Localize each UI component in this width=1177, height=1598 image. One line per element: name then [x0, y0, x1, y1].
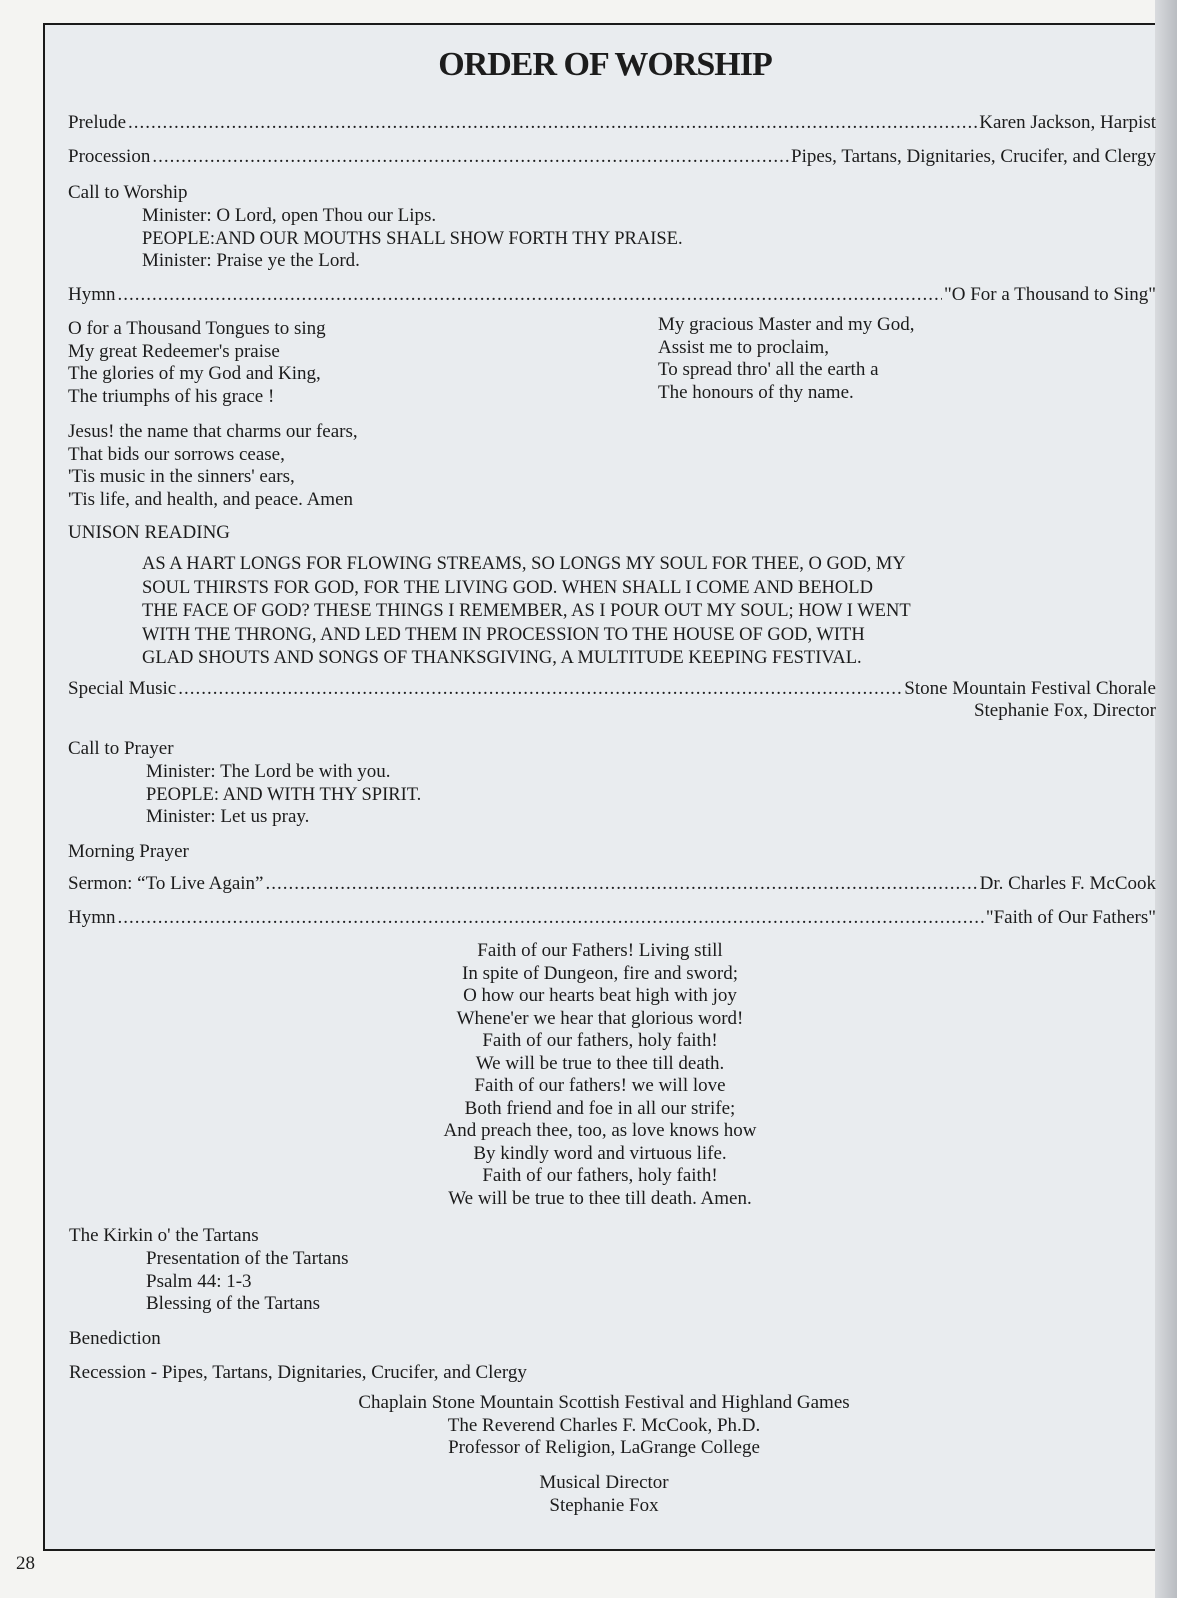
lyric-line: We will be true to thee till death.	[475, 1052, 725, 1074]
reading-line: SOUL THIRSTS FOR GOD, FOR THE LIVING GOD. WHEN SHALL I COME AND BEHOLD	[142, 577, 873, 598]
verse-line: To spread thro' all the earth a	[658, 359, 879, 380]
recession-label: Recession - Pipes, Tartans, Dignitaries, Crucifer, and Clergy	[69, 1362, 527, 1383]
liturgy-line: Minister: Praise ye the Lord.	[142, 250, 360, 271]
page-title: ORDER OF WORSHIP	[438, 46, 772, 83]
lyric-line: Faith of our fathers, holy faith!	[482, 1030, 718, 1051]
lyric-line: Faith of our Fathers! Living still	[477, 940, 723, 961]
credit-line: Chaplain Stone Mountain Scottish Festival and Highland Games	[358, 1392, 850, 1413]
kirkin-line: Presentation of the Tartans	[146, 1248, 349, 1269]
music-director-credits	[60, 1472, 1148, 1517]
kirkin-label: The Kirkin o' the Tartans	[69, 1225, 259, 1246]
reading-line: AS A HART LONGS FOR FLOWING STREAMS, SO LONGS MY SOUL FOR THEE, O GOD, MY	[142, 554, 906, 574]
credit-line: Musical Director	[539, 1472, 669, 1493]
hymn1-title: "O For a Thousand to Sing"	[943, 284, 1156, 305]
page-number: 28	[16, 1553, 35, 1574]
call-to-prayer-label: Call to Prayer	[68, 738, 174, 759]
kirkin-line: Blessing of the Tartans	[146, 1293, 321, 1314]
credit-line: The Reverend Charles F. McCook, Ph.D.	[447, 1414, 761, 1436]
verse-line: 'Tis life, and health, and peace. Amen	[68, 488, 354, 510]
leader-dots	[178, 678, 902, 701]
call-to-worship-label: Call to Worship	[68, 182, 188, 203]
sermon-row	[68, 873, 1156, 896]
liturgy-line: Minister: O Lord, open Thou our Lips.	[142, 205, 437, 226]
prelude-row	[68, 112, 1156, 135]
chaplain-credits	[60, 1392, 1148, 1460]
lyric-line: And preach thee, too, as love knows how	[443, 1120, 757, 1141]
procession-row	[68, 146, 1156, 169]
liturgy-line: PEOPLE: AND WITH THY SPIRIT.	[146, 784, 422, 805]
lyric-line: By kindly word and virtuous life.	[473, 1142, 727, 1164]
hymn1-verse-2	[658, 314, 914, 404]
hymn1-label: Hymn	[68, 284, 116, 305]
liturgy-line: Minister: The Lord be with you.	[146, 761, 391, 782]
lyric-line: Whene'er we hear that glorious word!	[456, 1007, 744, 1029]
special-music-director: Stephanie Fox, Director	[973, 700, 1156, 721]
leader-dots	[118, 907, 984, 930]
leader-dots	[152, 146, 789, 169]
unison-reading-label: UNISON READING	[68, 522, 231, 543]
reading-line: WITH THE THRONG, AND LED THEM IN PROCESSION TO THE HOUSE OF GOD, WITH	[142, 624, 865, 645]
call-to-worship-lines	[142, 205, 683, 273]
leader-dots	[265, 873, 977, 896]
reading-line: THE FACE OF GOD? THESE THINGS I REMEMBER, AS I POUR OUT MY SOUL; HOW I WENT	[142, 601, 911, 621]
call-to-prayer-lines	[146, 761, 421, 829]
verse-line: Assist me to proclaim,	[658, 336, 829, 358]
kirkin-lines	[146, 1248, 349, 1316]
procession-value: Pipes, Tartans, Dignitaries, Crucifer, and Clergy	[791, 146, 1156, 167]
hymn2-title: "Faith of Our Fathers"	[985, 907, 1156, 928]
verse-line: The glories of my God and King,	[68, 363, 321, 384]
procession-label: Procession	[68, 146, 151, 167]
hymn1-verse-3	[68, 421, 358, 511]
special-music-value: Stone Mountain Festival Chorale	[904, 678, 1156, 699]
verse-line: The honours of thy name.	[658, 381, 854, 403]
lyric-line: O how our hearts beat high with joy	[463, 985, 737, 1006]
reading-line: GLAD SHOUTS AND SONGS OF THANKSGIVING, A MULTITUDE KEEPING FESTIVAL.	[142, 648, 862, 668]
sermon-preacher: Dr. Charles F. McCook	[979, 873, 1156, 894]
prelude-label: Prelude	[68, 112, 127, 133]
special-music-row	[68, 678, 1156, 701]
hymn2-lyrics	[56, 940, 1144, 1210]
verse-line: O for a Thousand Tongues to sing	[68, 318, 326, 339]
credit-line: Professor of Religion, LaGrange College	[448, 1437, 760, 1458]
page-edge	[1155, 0, 1177, 1598]
morning-prayer-label: Morning Prayer	[68, 841, 189, 862]
sermon-label: Sermon: “To Live Again”	[68, 873, 264, 894]
liturgy-line: Minister: Let us pray.	[146, 806, 310, 827]
hymn2-label: Hymn	[68, 907, 116, 928]
lyric-line: Faith of our fathers, holy faith!	[482, 1165, 718, 1186]
verse-line: My gracious Master and my God,	[658, 314, 915, 335]
liturgy-line: PEOPLE:AND OUR MOUTHS SHALL SHOW FORTH THY PRAISE.	[142, 228, 683, 249]
prelude-value: Karen Jackson, Harpist	[979, 112, 1156, 133]
hymn1-verse-1	[68, 318, 326, 408]
kirkin-line: Psalm 44: 1-3	[146, 1270, 252, 1292]
credit-line: Stephanie Fox	[549, 1494, 659, 1516]
verse-line: Jesus! the name that charms our fears,	[68, 421, 358, 442]
verse-line: That bids our sorrows cease,	[68, 443, 285, 465]
lyric-line: Faith of our fathers! we will love	[474, 1075, 726, 1096]
verse-line: 'Tis music in the sinners' ears,	[68, 466, 295, 487]
benediction-label: Benediction	[69, 1328, 161, 1349]
leader-dots	[128, 112, 977, 135]
lyric-line: We will be true to thee till death. Amen.	[448, 1187, 752, 1209]
unison-reading-text	[142, 553, 911, 671]
hymn2-row	[68, 907, 1156, 930]
lyric-line: Both friend and foe in all our strife;	[464, 1097, 736, 1119]
leader-dots	[118, 284, 942, 307]
verse-line: The triumphs of his grace !	[68, 385, 275, 407]
lyric-line: In spite of Dungeon, fire and sword;	[462, 962, 738, 984]
special-music-label: Special Music	[68, 678, 177, 699]
hymn1-row	[68, 284, 1156, 307]
verse-line: My great Redeemer's praise	[68, 340, 280, 362]
